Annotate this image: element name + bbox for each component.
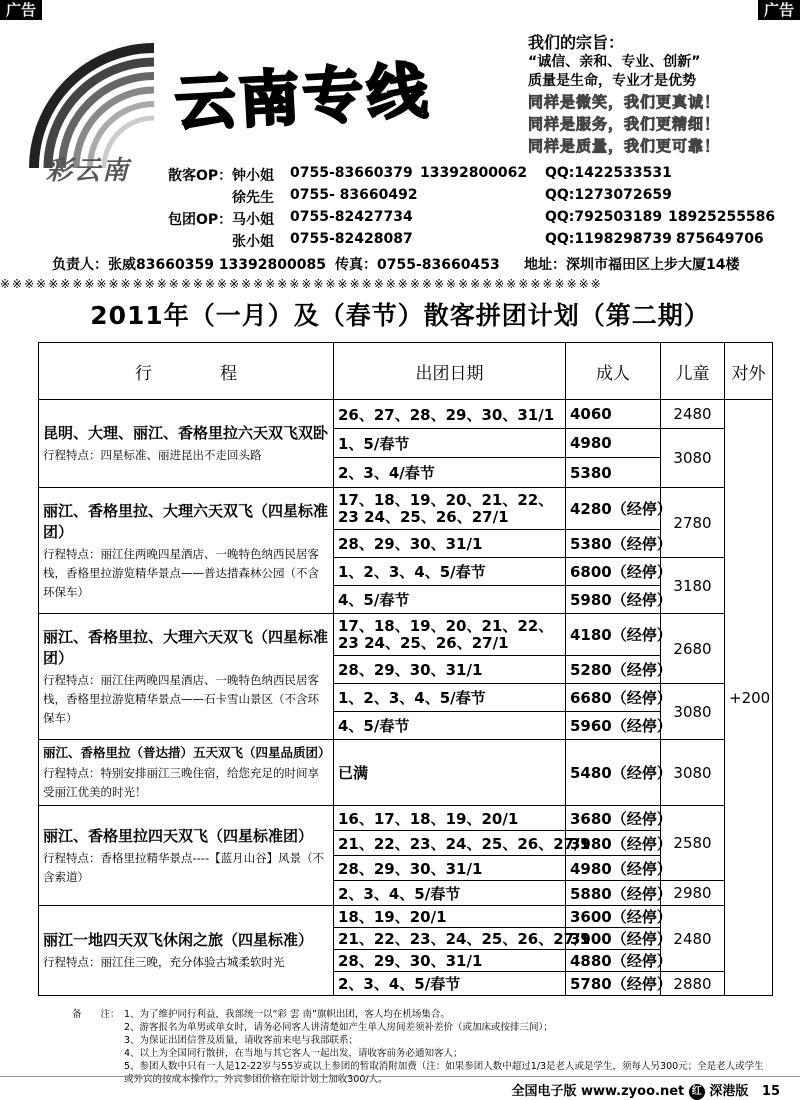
- header-route: 行 程: [39, 343, 334, 400]
- footer-site[interactable]: 全国电子版 www.zyoo.net: [511, 1084, 685, 1099]
- adult-price: 4880（经停）: [566, 950, 661, 972]
- child-price: 3180: [661, 558, 725, 614]
- route-name: 昆明、大理、丽江、香格里拉六天双飞双卧: [43, 424, 329, 442]
- child-price: 3080: [661, 740, 725, 806]
- contact-name: 张小姐: [232, 234, 274, 250]
- header-child: 儿童: [661, 343, 725, 400]
- scatter-op-label: 散客OP：: [168, 168, 233, 184]
- ad-tag-left: 广告: [0, 0, 42, 20]
- address-line: 地址：深圳市福田区上步大厦14楼: [524, 257, 740, 273]
- route-name: 丽江、香格里拉四天双飞（四星标准团）: [43, 826, 314, 845]
- adult-price: 4980: [566, 429, 661, 458]
- header-external: 对外: [725, 343, 773, 400]
- motto-slogan: 同样是质量，我们更可靠！: [528, 137, 721, 155]
- child-price: 3080: [661, 429, 725, 488]
- contact-mobile: 13392800062: [420, 165, 528, 181]
- date-cell: 16、17、18、19、20/1: [334, 806, 566, 831]
- route-note: 行程特点：香格里拉精华景点----【蓝月山谷】风景（不含索道）: [43, 850, 325, 884]
- date-cell: 4、5/春节: [334, 586, 566, 614]
- contact-mobile: 18925255586: [668, 209, 776, 225]
- logo-name: 彩云南: [46, 156, 131, 186]
- contact-tel: 0755- 83660492: [290, 187, 418, 203]
- date-cell: 17、18、19、20、21、22、23 24、25、26、27/1: [334, 488, 566, 530]
- adult-price: 4280（经停）: [566, 488, 661, 530]
- child-price: 2480: [661, 400, 725, 429]
- note-item: 2、游客报名为单男或单女时，请务必同客人讲清楚如产生单人房间差须补差价（或加床或按排三间）；: [124, 1022, 553, 1033]
- adult-price: 3600（经停）: [566, 906, 661, 928]
- child-price: 2880: [661, 972, 725, 996]
- notes-block: [72, 1008, 772, 1086]
- route-cell: [39, 614, 334, 740]
- route-cell: [39, 740, 334, 806]
- date-cell: 1、5/春节: [334, 429, 566, 458]
- route-cell: [39, 906, 334, 996]
- adult-price: 4060: [566, 400, 661, 429]
- adult-price: 5780（经停）: [566, 972, 661, 996]
- contact-qq: QQ:1198298739: [545, 231, 672, 247]
- date-cell: 1、2、3、4、5/春节: [334, 684, 566, 712]
- table-row: [39, 488, 773, 530]
- adult-price: 4980（经停）: [566, 856, 661, 881]
- route-cell: [39, 806, 334, 906]
- motto-slogan: 同样是微笑，我们更真诚！: [528, 93, 721, 111]
- header-date: 出团日期: [334, 343, 566, 400]
- date-cell: 28、29、30、31/1: [334, 530, 566, 558]
- contact-tel: 0755-83660379: [290, 165, 413, 181]
- fax-line: 传真：0755-83660453: [335, 257, 500, 273]
- adult-price: 6800（经停）: [566, 558, 661, 586]
- note-item: 4、以上为全国同行散拼，在当地与其它客人一起出发，请收客前务必通知客人；: [124, 1048, 463, 1059]
- note-item: 3、为保证出团信誉及质量，请收客前来电与我部联系；: [124, 1035, 359, 1046]
- footer-edition: 深港版: [709, 1084, 749, 1099]
- route-name: 丽江、香格里拉（普达措）五天双飞（四星品质团）: [43, 745, 331, 760]
- date-cell: 2、3、4/春节: [334, 458, 566, 488]
- child-price: 2480: [661, 906, 725, 972]
- child-price: 2580: [661, 806, 725, 881]
- adult-price: 3680（经停）: [566, 806, 661, 831]
- route-note: 行程特点：四星标准、丽进昆出不走回头路: [43, 448, 262, 462]
- date-cell: 1、2、3、4、5/春节: [334, 558, 566, 586]
- notes-label: 备 注：: [72, 1009, 120, 1020]
- date-cell: 26、27、28、29、30、31/1: [334, 400, 566, 429]
- route-name: 丽江一地四天双飞休闲之旅（四星标准）: [43, 931, 314, 949]
- route-note: 行程特点：丽江住两晚四星酒店、一晚特色纳西民居客栈，香格里拉游览精华景点——普达措森林公园（不含环保车）: [43, 546, 319, 599]
- contact-qq: QQ:792503189: [545, 209, 663, 225]
- contact-qq: QQ:1273072659: [545, 187, 672, 203]
- route-cell: [39, 488, 334, 614]
- route-name: 丽江、香格里拉、大理六天双飞（四星标准团）: [43, 501, 329, 541]
- motto-block: [528, 30, 800, 157]
- date-cell: 21、22、23、24、25、26、27/1: [334, 831, 566, 856]
- date-cell: 18、19、20/1: [334, 906, 566, 928]
- motto-slogan: 同样是服务，我们更精细！: [528, 115, 721, 133]
- adult-price: 5280（经停）: [566, 656, 661, 684]
- adult-price: 6680（经停）: [566, 684, 661, 712]
- table-row: [39, 614, 773, 656]
- contact-tel: 0755-82427734: [290, 209, 413, 225]
- date-cell: 21、22、23、24、25、26、27/1: [334, 928, 566, 950]
- contact-name: 马小姐: [232, 212, 274, 228]
- ad-tag-right: 广告: [758, 0, 800, 20]
- adult-price: 5980（经停）: [566, 586, 661, 614]
- table-row: [39, 400, 773, 429]
- footer: [511, 1080, 780, 1100]
- adult-price: 5480（经停）: [566, 740, 661, 806]
- date-cell: 28、29、30、31/1: [334, 856, 566, 881]
- note-item: 5、参团人数中只有一人是12-22岁与55岁或以上参团的暂取消附加费（注：如果参团人数中超过1/3是老人或是学生，须每人另300元；全是老人或学生或外宾的按成本操作）。外宾参团价格在原计划上加收300/人。: [124, 1061, 764, 1085]
- plan-table: [38, 342, 773, 996]
- date-cell: 已满: [334, 740, 566, 806]
- date-cell: 4、5/春节: [334, 712, 566, 740]
- route-name: 丽江、香格里拉、大理六天双飞（四星标准团）: [43, 627, 329, 667]
- contact-name: 钟小姐: [232, 168, 274, 184]
- table-row: [39, 806, 773, 831]
- table-row: [39, 906, 773, 928]
- child-price: 2680: [661, 614, 725, 684]
- child-price: 3080: [661, 684, 725, 740]
- date-cell: 2、3、4、5/春节: [334, 972, 566, 996]
- adult-price: 5380: [566, 458, 661, 488]
- date-cell: 28、29、30、31/1: [334, 950, 566, 972]
- date-cell: 17、18、19、20、21、22、23 24、25、26、27/1: [334, 614, 566, 656]
- route-note: 行程特点：特别安排丽江三晚住宿，给您充足的时间享受丽江优美的时光！: [43, 766, 319, 799]
- route-cell: [39, 400, 334, 488]
- table-header-row: [39, 343, 773, 400]
- adult-price: 5880（经停）: [566, 881, 661, 906]
- child-price: 2780: [661, 488, 725, 558]
- star-divider: ※※※※※※※※※※※※※※※※※※※※※※※※※※※※※※※※※※※※※※※※※※※※※※※※※※: [0, 277, 603, 291]
- footer-divider: [0, 1076, 800, 1077]
- motto-line1: “诚信、亲和、专业、创新”: [528, 54, 701, 70]
- contact-tel: 0755-82428087: [290, 231, 413, 247]
- date-cell: 28、29、30、31/1: [334, 656, 566, 684]
- plan-title: 2011年（一月）及（春节）散客拼团计划（第二期）: [90, 301, 710, 330]
- contact-mobile: 875649706: [676, 231, 764, 247]
- header-adult: 成人: [566, 343, 661, 400]
- table-row: [39, 740, 773, 806]
- child-price: 2980: [661, 881, 725, 906]
- adult-price: 5960（经停）: [566, 712, 661, 740]
- motto-heading: 我们的宗旨：: [528, 33, 625, 52]
- manager-line: 负责人：张威83660359 13392800085: [52, 257, 326, 273]
- adult-price: 4180（经停）: [566, 614, 661, 656]
- adult-price: 3980（经停）: [566, 831, 661, 856]
- route-note: 行程特点：丽江住两晚四星酒店、一晚特色纳西民居客栈，香格里拉游览精华景点——石卡雪山景区（不含环保车）: [43, 672, 319, 725]
- adult-price: 3900（经停）: [566, 928, 661, 950]
- page-number: 15: [761, 1084, 780, 1099]
- motto-line2: 质量是生命，专业才是优势: [528, 73, 696, 89]
- date-cell: 2、3、4、5/春节: [334, 881, 566, 906]
- contact-name: 徐先生: [232, 190, 274, 206]
- route-note: 行程特点：丽江住三晚，充分体验古城柔软时光: [43, 955, 285, 969]
- page-title: 云南专线: [173, 56, 433, 140]
- contact-qq: QQ:1422533531: [545, 165, 672, 181]
- edition-badge-icon: 红: [689, 1084, 705, 1100]
- external-surcharge: +200: [725, 400, 773, 996]
- note-item: 1、为了维护同行利益，我部统一以“彩 雲 南”旗帜出团，客人均在机场集合。: [124, 1009, 450, 1020]
- adult-price: 5380（经停）: [566, 530, 661, 558]
- group-op-label: 包团OP：: [168, 212, 233, 228]
